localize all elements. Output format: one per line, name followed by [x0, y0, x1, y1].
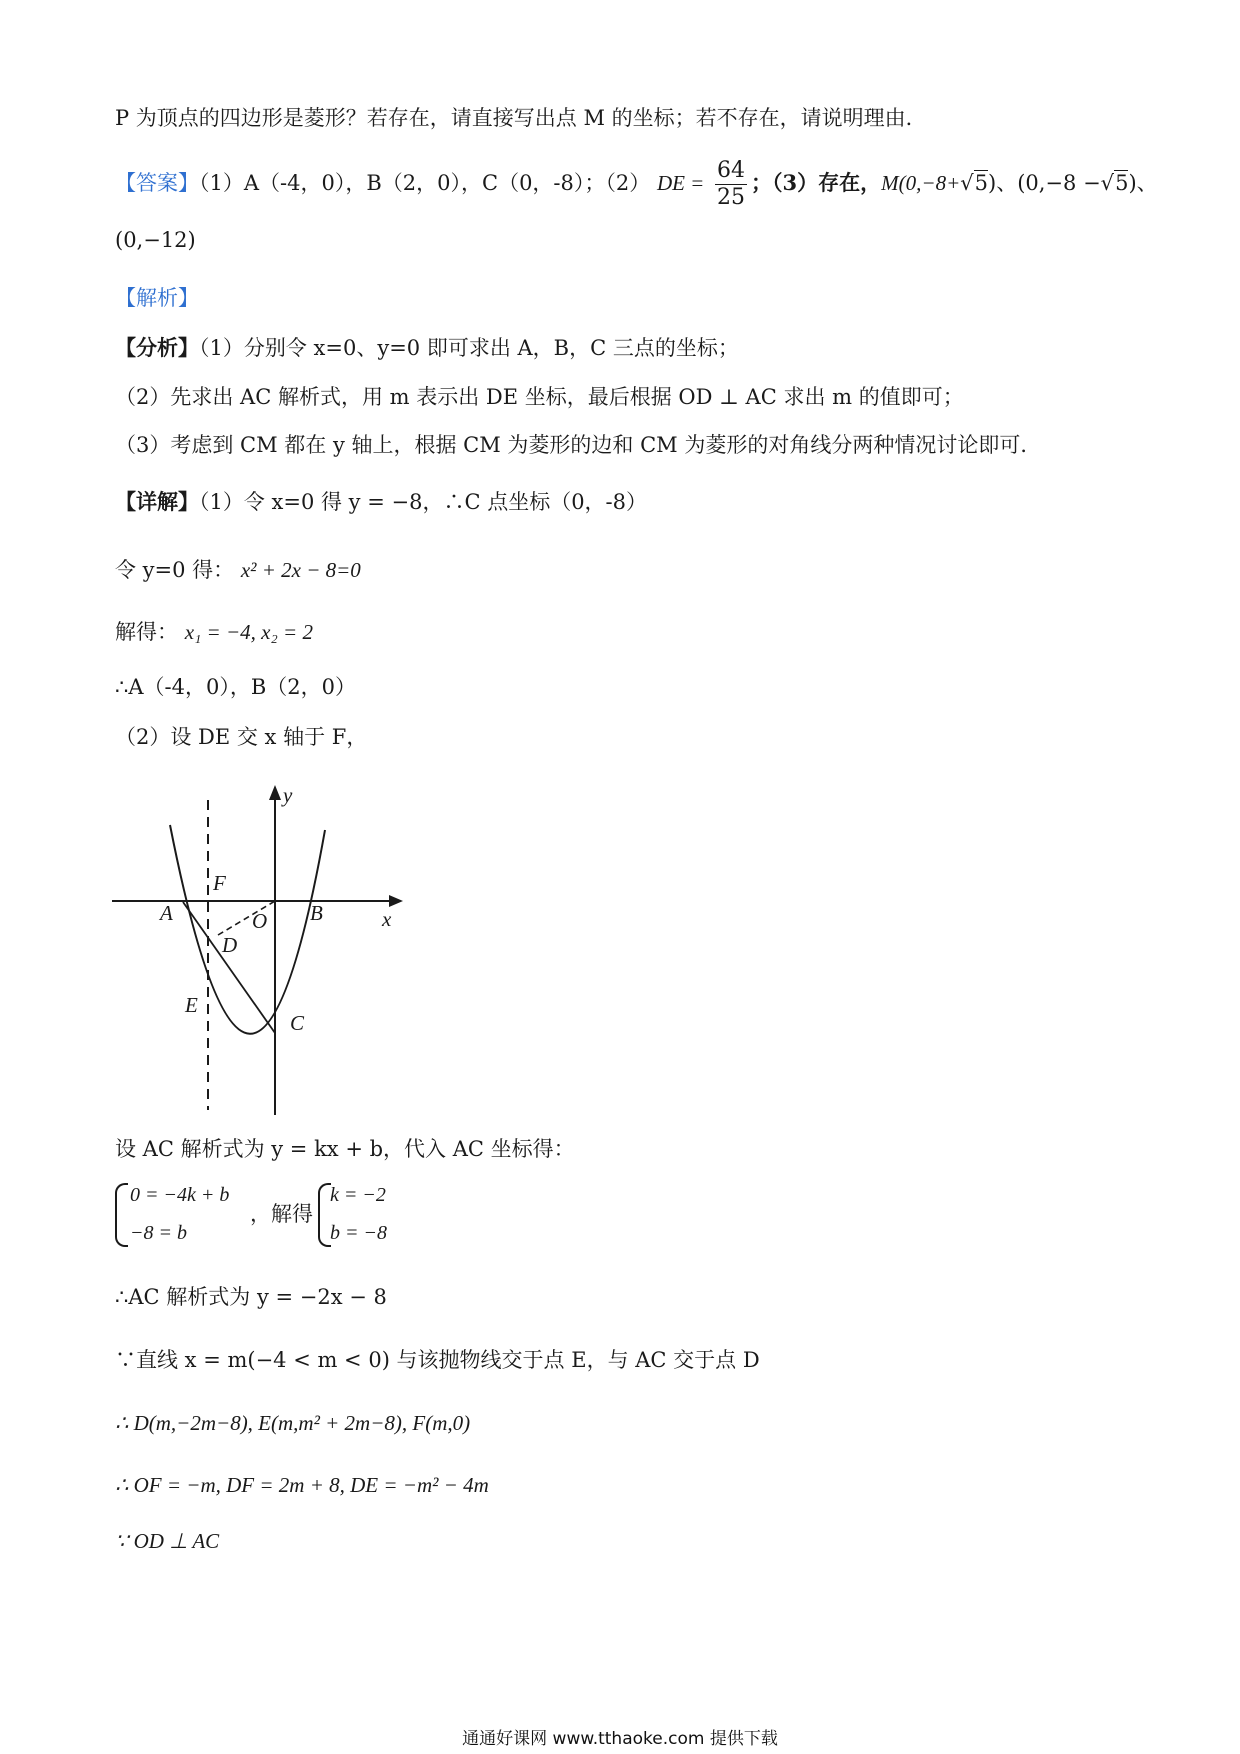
answer-line-2 — [115, 225, 196, 255]
intro-text: P 为顶点的四边形是菱形？若存在，请直接写出点 M 的坐标；若不存在，请说明理由． — [115, 106, 927, 130]
sqrt-5-b: 5 — [1115, 171, 1129, 195]
solve-word-text: ，解得 — [250, 1202, 313, 1226]
fraction-denominator: 25 — [717, 185, 746, 210]
xiangjie-line-6 — [115, 1134, 575, 1164]
label-x: x — [382, 907, 392, 931]
solve-word — [250, 1199, 313, 1229]
text-line-1 — [115, 103, 927, 133]
xiangjie-text-6: 设 AC 解析式为 y = kx + b，代入 AC 坐标得： — [115, 1137, 575, 1161]
fraction-numerator: 64 — [717, 158, 746, 183]
xiangjie-text-3: 解得： — [115, 620, 178, 644]
xiangjie-text-2: 令 y=0 得： — [115, 558, 235, 582]
system2-eq-a-text: k = −2 — [330, 1184, 386, 1206]
xiangjie-text-4: ∴A（-4，0），B（2，0） — [115, 675, 356, 699]
parabola-figure — [100, 780, 420, 1120]
xiangjie-line-11 — [115, 1526, 219, 1556]
xiangjie-text-5: （2）设 DE 交 x 轴于 F， — [115, 725, 368, 749]
label-c: C — [290, 1011, 305, 1035]
fenxi-line-1 — [115, 333, 739, 363]
xiangjie-line-9 — [115, 1408, 470, 1438]
label-f: F — [213, 871, 226, 895]
system2-eq-a — [330, 1176, 386, 1213]
xiangjie-line-10 — [115, 1470, 489, 1500]
equation-quadratic: x² + 2x − 8=0 — [240, 558, 361, 582]
xiangjie-line-1 — [115, 487, 647, 517]
answer-line: 【答案】（1）A（-4，0），B（2，0），C（0，-8）；（2） DE = $\frac{64}{25}$ ；（3）存在，M(0,−8+√5)、(0,−8 −√5)、 — [115, 158, 1158, 210]
system2-eq-b-text: b = −8 — [330, 1222, 387, 1244]
system2-eq-b — [330, 1214, 387, 1251]
xiangjie-text-1: （1）令 x=0 得 y = −8，∴C 点坐标（0，-8） — [199, 490, 648, 514]
system1-eq-a-text: 0 = −4k + b — [130, 1184, 230, 1206]
label-y: y — [283, 783, 293, 807]
answer-fraction — [715, 158, 747, 211]
xiangjie-text-9: ∴ D(m,−2m−8), E(m,m² + 2m−8), F(m,0) — [115, 1411, 471, 1435]
label-a: A — [160, 901, 173, 925]
answer-tag: 【答案】 — [115, 171, 199, 195]
answer-part3: ；（3）存在， — [751, 170, 882, 195]
answer-m3: )、 — [1128, 171, 1158, 195]
answer-de: DE = — [656, 171, 705, 195]
answer-part1: （1）A（-4，0），B（2，0），C（0，-8）；（2） — [199, 171, 651, 195]
xiangjie-line-8 — [115, 1345, 760, 1375]
answer-m2: )、(0,−8 − — [988, 171, 1101, 195]
sqrt-5-a: 5 — [974, 171, 989, 195]
label-o: O — [252, 909, 268, 933]
xiangjie-line-2 — [115, 555, 361, 585]
page-footer: 通通好课网 www.tthaoke.com 提供下载 — [462, 1729, 778, 1749]
label-d: D — [222, 933, 238, 957]
fenxi-text-3: （3）考虑到 CM 都在 y 轴上，根据 CM 为菱形的边和 CM 为菱形的对角线分两种情况讨论即可． — [115, 433, 1042, 457]
jiexi-label: 【解析】 — [115, 286, 199, 310]
y-axis-arrow-icon — [269, 785, 281, 800]
jiexi-tag — [115, 283, 199, 313]
xiangjie-line-5 — [115, 722, 367, 752]
xiangjie-text-8: ∵直线 x = m(−4 < m < 0) 与该抛物线交于点 E，与 AC 交于点 D — [115, 1348, 760, 1372]
equation-roots: x₁ = −4, x₂ = 2 — [184, 620, 313, 644]
answer-last: (0,−12) — [115, 228, 196, 252]
system1-eq-b — [130, 1214, 187, 1251]
xiangjie-text-7: ∴AC 解析式为 y = −2x − 8 — [115, 1285, 387, 1309]
fenxi-text-2: （2）先求出 AC 解析式，用 m 表示出 DE 坐标，最后根据 OD ⊥ AC 求出 m 的值即可； — [115, 385, 964, 409]
xiangjie-line-4 — [115, 672, 356, 702]
xiangjie-tag: 【详解】 — [115, 489, 199, 514]
x-axis-arrow-icon — [389, 895, 403, 907]
xiangjie-text-10: ∴ OF = −m, DF = 2m + 8, DE = −m² − 4m — [115, 1473, 489, 1497]
fenxi-line-2 — [115, 382, 964, 412]
system1-eq-b-text: −8 = b — [130, 1222, 187, 1244]
answer-m1: M(0,−8+ — [881, 171, 961, 195]
xiangjie-text-11: ∵ OD ⊥ AC — [115, 1529, 220, 1553]
label-b: B — [310, 901, 323, 925]
fenxi-line-3 — [115, 430, 1041, 460]
xiangjie-line-3 — [115, 617, 313, 647]
fenxi-tag: 【分析】 — [115, 335, 199, 360]
fenxi-text-1: （1）分别令 x=0、y=0 即可求出 A，B，C 三点的坐标； — [199, 336, 739, 360]
left-brace-1 — [115, 1183, 128, 1247]
label-e: E — [185, 993, 198, 1017]
xiangjie-line-7 — [115, 1282, 387, 1312]
system1-eq-a — [130, 1176, 229, 1213]
